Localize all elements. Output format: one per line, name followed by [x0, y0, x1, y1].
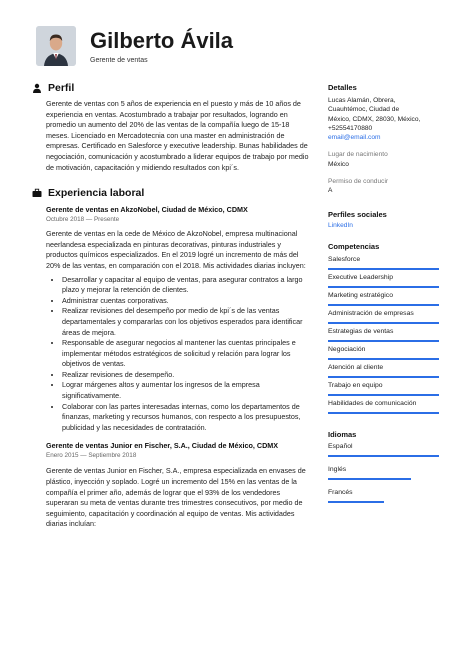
language-level-bar — [328, 501, 384, 503]
languages-heading: Idiomas — [328, 429, 357, 439]
list-item: • Administrar cuentas corporativas. — [62, 296, 310, 307]
list-item: • Colaborar con las partes interesadas internas, como los departamentos de finanzas, marketing y recursos humanos, con respecto a los presupuestos, publicidad y las necesidades de contratación. — [62, 402, 310, 434]
candidate-job-title: Gerente de ventas — [90, 56, 148, 64]
candidate-name: Gilberto Ávila — [90, 27, 234, 53]
section-heading-perfil — [32, 82, 310, 94]
language-item — [328, 488, 442, 503]
language-name: Español — [328, 442, 353, 450]
skill-item — [328, 360, 442, 378]
job-entry — [32, 441, 310, 530]
list-item: • Lograr márgenes altos y aumentar los ingresos de la empresa significativamente. — [62, 380, 310, 401]
language-item — [328, 465, 442, 480]
briefcase-icon — [32, 188, 42, 198]
linkedin-link[interactable]: LinkedIn — [328, 221, 353, 229]
language-name: Inglés — [328, 465, 347, 473]
skill-label: Administración de empresas — [328, 309, 414, 317]
skill-label: Executive Leadership — [328, 273, 393, 281]
skill-label: Atención al cliente — [328, 363, 384, 371]
skill-bar — [328, 412, 439, 414]
language-level-bar — [328, 455, 439, 457]
skill-label: Habilidades de comunicación — [328, 399, 417, 407]
skill-item — [328, 324, 442, 342]
skills-list — [328, 252, 442, 414]
address-line: Cuauhtémoc, Ciudad de — [328, 106, 400, 114]
skill-item — [328, 252, 442, 270]
language-level-bar — [328, 478, 411, 480]
license-label: Permiso de conducir — [328, 178, 389, 186]
section-heading-experiencia — [32, 187, 310, 199]
job-duties-list — [46, 275, 310, 434]
skill-label: Trabajo en equipo — [328, 381, 383, 389]
skill-label: Marketing estratégico — [328, 291, 393, 299]
skill-label: Salesforce — [328, 255, 361, 263]
profile-photo — [36, 26, 76, 66]
job-title: Gerente de ventas Junior en Fischer, S.A., Ciudad de México, CDMX — [46, 441, 279, 451]
perfil-text: Gerente de ventas con 5 años de experiencia en el puesto y más de 10 años de experiencia en ventas. Acostumbrado a trabajar por resultados, logrando en promedio un aumento del 20% de las ventas de la compañía luego de 15-18 meses. Licenciado en Mercadotecnia con una master en administración de empresas. Certificado en Salesforce y executive leadership. Bunas habilidades de negociación, comunicación y acostumbrado a liderar equipos de trabajo por medio de motivación, capacitación y midiendo resultados con kpi´s. — [46, 99, 309, 172]
social-heading: Perfiles sociales — [328, 209, 387, 219]
skill-item — [328, 306, 442, 324]
language-name: Francés — [328, 488, 353, 496]
job-description: Gerente de ventas Junior en Fischer, S.A., empresa especializada en envases de plástico, inyección y soplado. Logré un incremento del 15% en las ventas de la compañía el primer año, además de lograr que el 93% de los vendedores superaran su meta de ventas durante tres trimestres consecutivos, por medio de seguimiento, capacitación y coordinación al equipo de ventas. Mis actividades diarias incluían: — [46, 466, 306, 529]
skill-item — [328, 342, 442, 360]
detalles-heading: Detalles — [328, 83, 357, 92]
language-item — [328, 442, 442, 457]
birthplace-label: Lugar de nacimiento — [328, 151, 388, 159]
list-item: • Realizar revisiones del desempeño por medio de kpi´s de las ventas departamentales y compararlas con los objetivos esperados para identificar áreas de mejora. — [62, 306, 310, 338]
sidebar — [328, 83, 442, 503]
skill-item — [328, 270, 442, 288]
phone-number: +52554170880 — [328, 124, 373, 132]
skill-label: Negociación — [328, 345, 366, 353]
skill-item — [328, 396, 442, 414]
resume-header — [36, 24, 233, 68]
job-title: Gerente de ventas en AkzoNobel, Ciudad de México, CDMX — [46, 205, 248, 215]
main-column — [32, 82, 310, 530]
job-entry — [32, 205, 310, 433]
job-date: Enero 2015 — Septiembre 2018 — [46, 452, 137, 460]
birthplace-value: México — [328, 160, 349, 168]
list-item: • Realizar revisiones de desempeño. — [62, 370, 310, 381]
address-line: México, CDMX, 28030, México, — [328, 115, 421, 123]
person-icon — [32, 83, 42, 93]
address-line: Lucas Alamán, Obrera, — [328, 97, 396, 104]
languages-list — [328, 442, 442, 503]
email-link[interactable]: email@email.com — [328, 134, 381, 142]
job-date: Octubre 2018 — Presente — [46, 216, 120, 224]
job-description: Gerente de ventas en la cede de México de AkzoNobel, empresa multinacional neerlandesa especializada en pinturas decorativas, pinturas industriales y productos químicos especializados. En el 2019 logré un incremento de más del 20% de las ventas, en comparación con el 2018. Mis actividades diarias incluyen: — [46, 229, 306, 270]
experiencia-heading-text: Experiencia laboral — [48, 187, 145, 200]
license-value: A — [328, 187, 333, 195]
skill-label: Estrategias de ventas — [328, 327, 394, 335]
list-item: • Responsable de asegurar negocios al mantener las cuentas principales e implementar métodos estratégicos de solicitud y relación para lograr los objetivos de ventas. — [62, 338, 310, 370]
skill-item — [328, 288, 442, 306]
list-item: • Desarrollar y capacitar al equipo de ventas, para asegurar contratos a largo plazo y mejorar la retención de clientes. — [62, 275, 310, 296]
perfil-heading-text: Perfil — [48, 82, 75, 94]
skill-item — [328, 378, 442, 396]
skills-heading: Competencias — [328, 241, 380, 251]
